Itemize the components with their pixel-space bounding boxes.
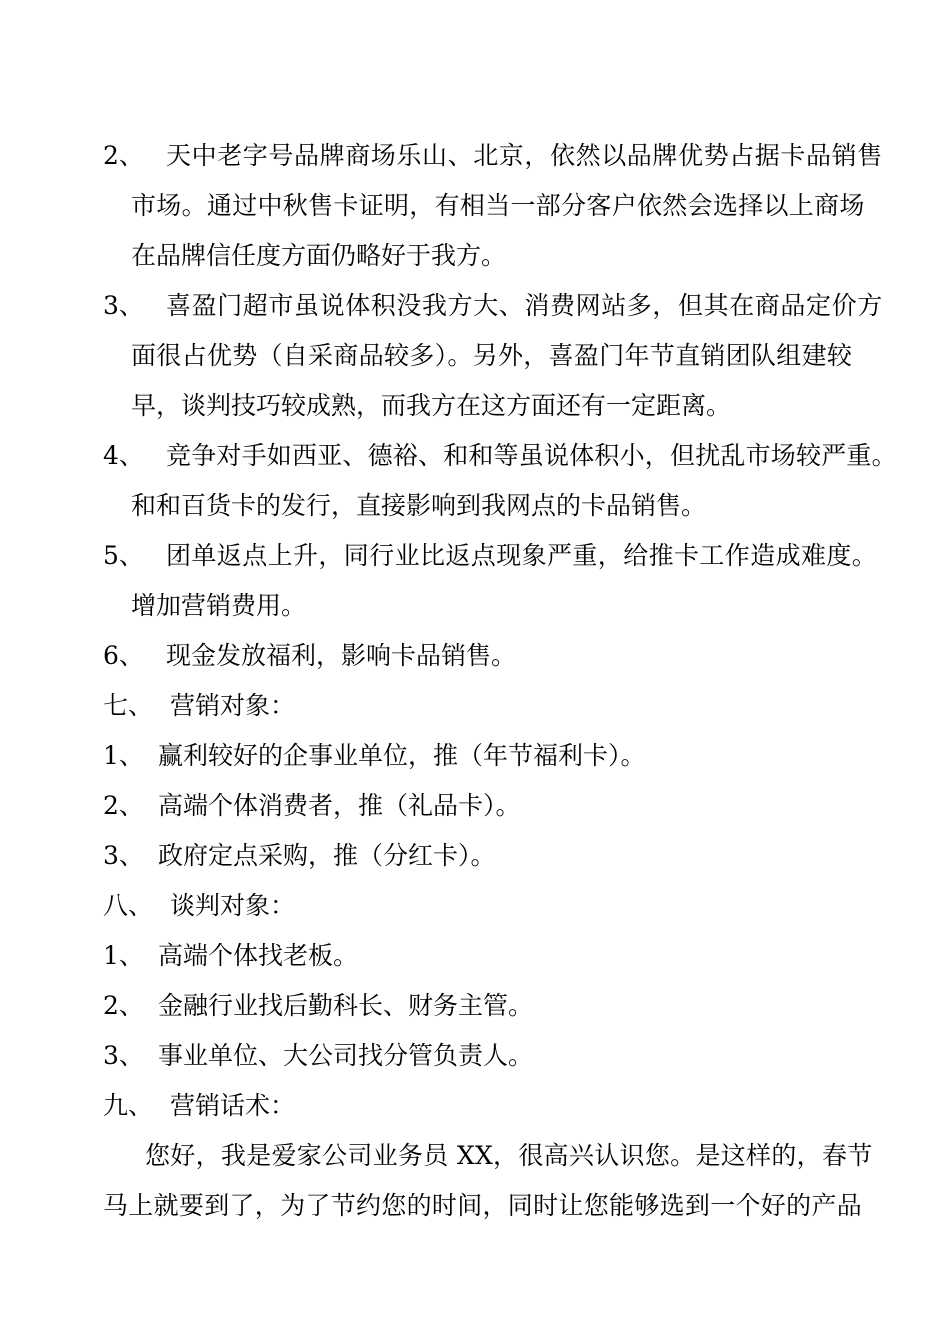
item-number: 3、 [103,291,144,320]
list-item-text: 高端个体找老板。 [158,941,359,970]
item-text-line: 团单返点上升，同行业比返点现象严重，给推卡工作造成难度。 [166,541,878,570]
item-text-line: 早，谈判技巧较成熟，而我方在这方面还有一定距离。 [131,391,732,420]
item-number: 2、 [103,141,144,170]
section-title: 营销对象： [170,691,296,720]
item-text-line: 天中老字号品牌商场乐山、北京，依然以品牌优势占据卡品销售 [166,141,883,170]
item-text-line: 现金发放福利，影响卡品销售。 [166,641,517,670]
paragraph-line: 马上就要到了，为了节约您的时间，同时让您能够选到一个好的产品 [103,1191,863,1220]
list-item-text: 金融行业找后勤科长、财务主管。 [158,991,534,1020]
paragraph-line: 您好，我是爱家公司业务员 XX，很高兴认识您。是这样的，春节 [145,1141,873,1170]
section-number: 七、 [103,691,154,720]
section-number: 九、 [103,1091,154,1120]
list-item-number: 1、 [103,941,144,970]
item-text-line: 增加营销费用。 [131,591,307,620]
list-item-number: 2、 [103,791,144,820]
section-number: 八、 [103,891,154,920]
item-text-line: 竞争对手如西亚、德裕、和和等虽说体积小，但扰乱市场较严重。 [166,441,897,470]
list-item-number: 3、 [103,1041,144,1070]
item-text-line: 面很占优势（自采商品较多）。另外，喜盈门年节直销团队组建较 [131,341,853,370]
list-item-number: 2、 [103,991,144,1020]
item-text-line: 和和百货卡的发行，直接影响到我网点的卡品销售。 [131,491,707,520]
list-item-text: 事业单位、大公司找分管负责人。 [158,1041,534,1070]
list-item-number: 3、 [103,841,144,870]
item-text-line: 喜盈门超市虽说体积没我方大、消费网站多，但其在商品定价方 [166,291,883,320]
list-item-text: 高端个体消费者，推（礼品卡）。 [158,791,521,820]
section-title: 营销话术： [170,1091,296,1120]
list-item-text: 赢利较好的企事业单位，推（年节福利卡）。 [158,741,646,770]
list-item-text: 政府定点采购，推（分红卡）。 [158,841,496,870]
list-item-number: 1、 [103,741,144,770]
item-number: 4、 [103,441,144,470]
item-number: 5、 [103,541,144,570]
item-number: 6、 [103,641,144,670]
section-title: 谈判对象： [170,891,296,920]
item-text-line: 在品牌信任度方面仍略好于我方。 [131,241,507,270]
item-text-line: 市场。通过中秋售卡证明，有相当一部分客户依然会选择以上商场 [131,191,865,220]
